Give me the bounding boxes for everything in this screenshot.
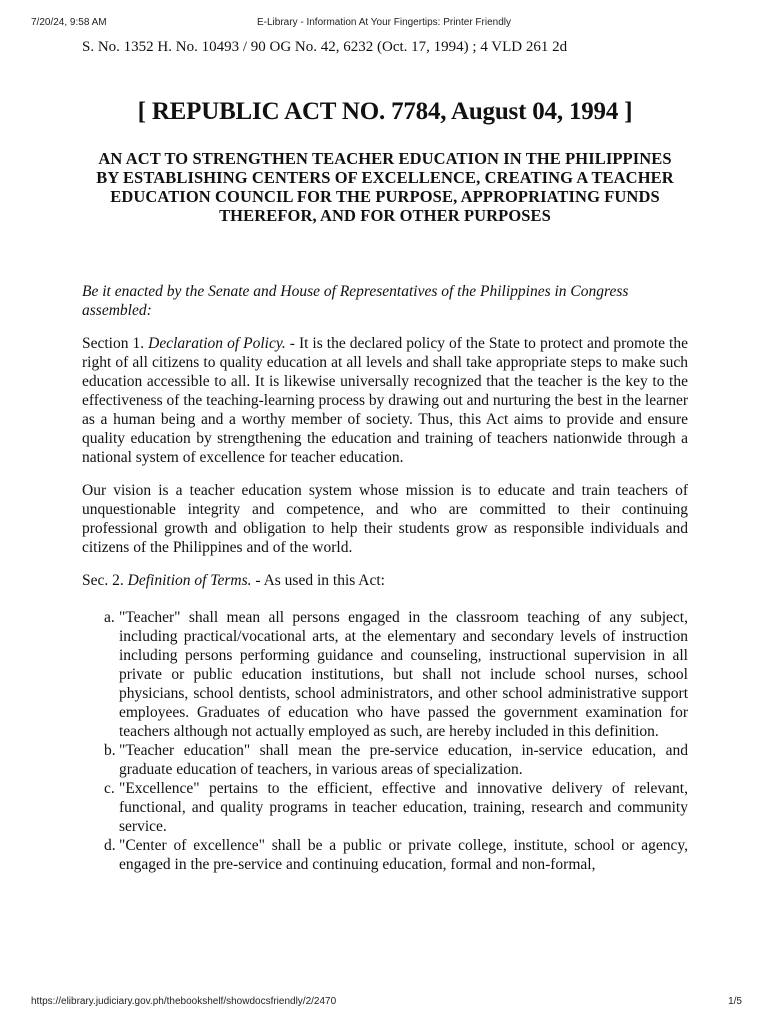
section-2-prefix: Sec. 2. <box>82 572 124 589</box>
definition-marker: b. <box>104 742 116 759</box>
definition-marker: d. <box>104 837 116 854</box>
definition-text: "Teacher" shall mean all persons engaged in the classroom teaching of any subject, including practical/vocational arts, at the elementary and secondary levels of instruction including persons performing guidance and counseling, instructional supervision in all private or public education institutions, but shall not include school nurses, school physicians, school dentists, school administrators, and other school administrative support employees. Graduates of education who have passed the government examination for teachers although not actually employed as such, are hereby included in this definition. <box>119 609 688 740</box>
section-1-prefix: Section 1. <box>82 335 145 352</box>
definition-text: "Center of excellence" shall be a public or private college, institute, school or agency, engaged in the pre-service and continuing education, formal and non-formal, <box>119 837 688 873</box>
section-2-text: - As used in this Act: <box>251 572 385 589</box>
definition-text: "Teacher education" shall mean the pre-service education, in-service education, and graduate education of teachers, in various areas of specialization. <box>119 742 688 778</box>
section-1 <box>82 334 688 467</box>
citation-line: S. No. 1352 H. No. 10493 / 90 OG No. 42, 6232 (Oct. 17, 1994) ; 4 VLD 261 2d <box>82 39 568 55</box>
definition-marker: a. <box>104 609 115 626</box>
section-1-heading: Declaration of Policy. <box>148 335 286 352</box>
section-2 <box>82 571 688 590</box>
definition-item <box>82 779 688 836</box>
print-page-number: 1/5 <box>728 996 742 1007</box>
definition-marker: c. <box>104 780 115 797</box>
act-subtitle: AN ACT TO STRENGTHEN TEACHER EDUCATION IN THE PHILIPPINES BY ESTABLISHING CENTERS OF EXCELLENCE, CREATING A TEACHER EDUCATION COUNCIL FOR THE PURPOSE, APPROPRIATING FUNDS THEREFOR, AND FOR OTHER PURPOSES <box>96 149 674 225</box>
vision-paragraph: Our vision is a teacher education system whose mission is to educate and train teachers of unquestionable integrity and competence, and who are committed to their continuing professional growth and obligation to help their students grow as responsible individuals and citizens of the Philippines and of the world. <box>82 482 688 556</box>
print-datetime: 7/20/24, 9:58 AM <box>31 17 107 28</box>
definition-item <box>82 741 688 779</box>
definition-text: "Excellence" pertains to the efficient, effective and innovative delivery of relevant, functional, and quality programs in teacher education, training, research and community service. <box>119 780 688 835</box>
act-title: [ REPUBLIC ACT NO. 7784, August 04, 1994 ] <box>137 98 633 125</box>
print-source-url[interactable]: https://elibrary.judiciary.gov.ph/thebookshelf/showdocsfriendly/2/2470 <box>31 996 337 1007</box>
print-header <box>0 17 768 31</box>
document-body <box>82 38 688 874</box>
enacting-clause: Be it enacted by the Senate and House of Representatives of the Philippines in Congress assembled: <box>82 283 629 319</box>
section-2-heading: Definition of Terms. <box>127 572 252 589</box>
definitions-list <box>82 608 688 874</box>
section-1-text: - It is the declared policy of the State to protect and promote the right of all citizens to quality education at all levels and shall take appropriate steps to make such education accessible to all. It is likewise universally recognized that the teacher is the key to the effectiveness of the teaching-learning process by drawing out and nurturing the best in the learner as a human being and a worthy member of society. Thus, this Act aims to provide and ensure quality education by strengthening the education and training of teachers nationwide through a national system of excellence for teacher education. <box>82 335 688 466</box>
print-footer <box>0 996 768 1010</box>
definition-item <box>82 608 688 741</box>
print-page-title: E-Library - Information At Your Fingertips: Printer Friendly <box>257 17 511 28</box>
definition-item <box>82 836 688 874</box>
